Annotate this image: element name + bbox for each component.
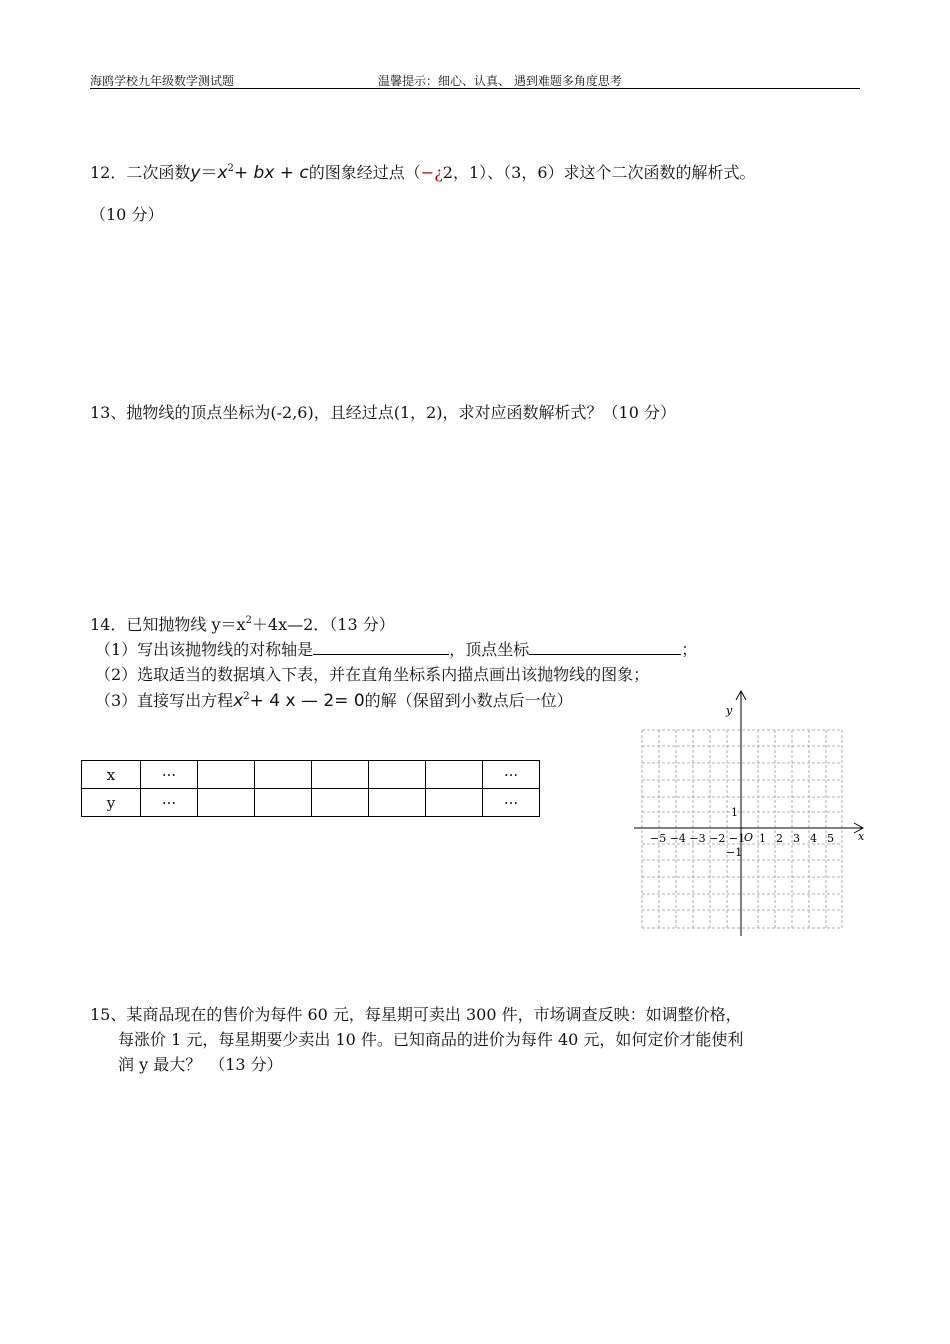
coordinate-grid[interactable] xyxy=(630,688,870,938)
table-cell: ··· xyxy=(141,761,198,789)
table-cell: ··· xyxy=(483,761,540,789)
table-cell[interactable] xyxy=(426,789,483,817)
question-15-line1: 15、某商品现在的售价为每件 60 元，每星期可卖出 300 件，市场调查反映：如调整价格， xyxy=(90,1005,742,1024)
x-tick-2: 2 xyxy=(776,832,783,845)
q14-p1-c: ； xyxy=(681,640,698,659)
table-cell[interactable] xyxy=(369,761,426,789)
q14-p3-a: （3）直接写出方程 xyxy=(95,691,234,710)
q12-eq-equals: ＝ xyxy=(200,163,218,183)
header-divider xyxy=(90,88,860,89)
question-15-line2: 每涨价 1 元，每星期要少卖出 10 件。已知商品的进价为每件 40 元，如何定价才能使利 xyxy=(118,1030,744,1049)
question-15-line3: 润 y 最大？ （13 分） xyxy=(118,1055,283,1074)
q12-score: （10 分） xyxy=(90,205,164,224)
table-cell[interactable] xyxy=(255,761,312,789)
header-school-test: 海鸥学校九年级数学测试题 xyxy=(90,74,235,88)
q12-negative-sign: −¿ xyxy=(420,163,443,182)
x-tick-4: 4 xyxy=(810,832,817,845)
x-tick-1: 1 xyxy=(759,832,766,845)
y-axis-label: y xyxy=(726,704,733,717)
table-cell[interactable] xyxy=(426,761,483,789)
table-row-x xyxy=(82,761,540,789)
table-cell[interactable] xyxy=(255,789,312,817)
q12-lead: 12．二次函数 xyxy=(90,163,191,182)
q14-line1-b: ＋4x—2．（13 分） xyxy=(251,615,395,634)
table-cell[interactable] xyxy=(369,789,426,817)
q12-eq-y: y xyxy=(190,163,201,183)
question-14-part2: （2）选取适当的数据填入下表，并在直角坐标系内描点画出该抛物线的图象； xyxy=(95,665,650,684)
grid-lines xyxy=(642,730,842,928)
vertex-blank[interactable] xyxy=(529,640,681,655)
x-axis-label: x xyxy=(858,830,865,843)
q12-eq-x: x xyxy=(217,163,228,183)
question-14-line1 xyxy=(90,612,395,635)
q14-p3-b: 的解（保留到小数点后一位） xyxy=(364,691,573,710)
header-tip: 温馨提示：细心、认真、 遇到难题多角度思考 xyxy=(378,74,622,88)
table-cell: ··· xyxy=(141,789,198,817)
q12-eq-rest: + bx + c xyxy=(233,163,309,183)
table-cell[interactable] xyxy=(312,789,369,817)
axis-of-symmetry-blank[interactable] xyxy=(313,640,449,655)
table-cell: ··· xyxy=(483,789,540,817)
q12-mid: 的图象经过点（ xyxy=(308,163,421,182)
table-cell[interactable] xyxy=(198,761,255,789)
q14-p1-b: ，顶点坐标 xyxy=(449,640,530,659)
question-14-part1 xyxy=(95,637,697,660)
table-row-y xyxy=(82,789,540,817)
table-cell: x xyxy=(82,761,141,789)
axes xyxy=(634,691,863,936)
x-tick-5: 5 xyxy=(827,832,834,845)
q14-p1-a: （1）写出该抛物线的对称轴是 xyxy=(95,640,314,659)
question-13: 13、抛物线的顶点坐标为(-2,6)，且经过点(1，2)，求对应函数解析式？（10 分） xyxy=(90,403,676,422)
q14-p3-sup: 2 xyxy=(243,691,250,702)
table-cell: y xyxy=(82,789,141,817)
x-tick-3: 3 xyxy=(793,832,800,845)
value-table xyxy=(81,760,540,817)
q12-tail: 2，1）、（3，6）求这个二次函数的解析式。 xyxy=(442,163,756,182)
table-cell[interactable] xyxy=(198,789,255,817)
q12-eq-sup: 2 xyxy=(227,163,234,174)
negative-x-ticks: −5 −4 −3 −2 −1 xyxy=(650,832,746,845)
question-12 xyxy=(90,158,756,183)
origin-label: O xyxy=(744,831,754,844)
q14-p3-eq: + 4 x — 2= 0 xyxy=(249,691,365,711)
table-cell[interactable] xyxy=(312,761,369,789)
y-tick-1: 1 xyxy=(731,806,738,819)
q14-line1-a: 14．已知抛物线 y＝x xyxy=(90,615,246,634)
y-tick-neg-1: −1 xyxy=(726,846,743,859)
q14-p3-x: x xyxy=(233,691,244,711)
q14-line1-sup: 2 xyxy=(245,615,252,626)
question-14-part3 xyxy=(95,688,573,711)
